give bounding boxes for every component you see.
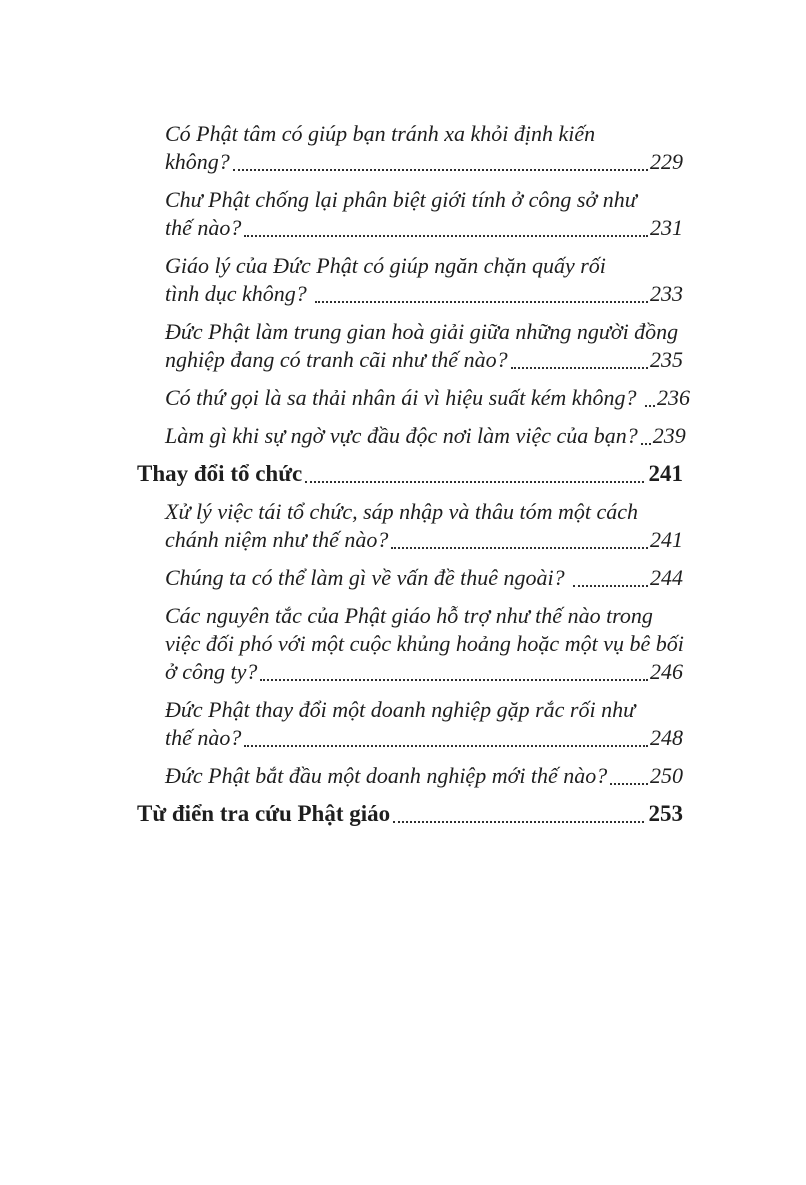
dot-leader: [610, 783, 648, 785]
toc-entry-wrapped-lines: [165, 120, 683, 148]
dot-leader: [391, 547, 648, 549]
toc-entry-last-line: [165, 346, 683, 374]
toc-section-heading: [137, 460, 683, 488]
toc-entry-title: Đức Phật bắt đầu một doanh nghiệp mới thế nào?: [165, 763, 608, 788]
toc-entry-title: không?: [165, 149, 230, 174]
dot-leader: [573, 585, 648, 587]
toc-entry-wrapped-lines: [165, 318, 683, 346]
toc-line: Các nguyên tắc của Phật giáo hỗ trợ như thế nào trong: [165, 603, 653, 628]
toc-line: Có Phật tâm có giúp bạn tránh xa khỏi định kiến: [165, 121, 596, 146]
toc-entry-last-line: [165, 658, 683, 686]
table-of-contents: [137, 120, 691, 838]
dot-leader: [315, 301, 648, 303]
toc-line: Chư Phật chống lại phân biệt giới tính ở công sở như: [165, 187, 637, 212]
toc-entry: [165, 498, 683, 554]
toc-section-title: Từ điển tra cứu Phật giáo: [137, 801, 391, 826]
page-number: 250: [650, 763, 683, 788]
dot-leader: [244, 745, 648, 747]
toc-entry-last-line: [165, 762, 683, 790]
dot-leader: [511, 367, 648, 369]
toc-entry: [165, 564, 683, 592]
toc-entry: [165, 696, 683, 752]
toc-entry-wrapped-lines: [165, 602, 683, 658]
toc-entry-last-line: [165, 564, 683, 592]
page-number: 239: [652, 423, 686, 448]
toc-entry-last-line: [165, 422, 686, 450]
toc-entry-title: Chúng ta có thể làm gì về vấn đề thuê ngoài?: [165, 565, 571, 590]
toc-line: Đức Phật thay đổi một doanh nghiệp gặp rắc rối như: [165, 697, 636, 722]
toc-entry-title: chánh niệm như thế nào?: [165, 527, 389, 552]
toc-entry: [165, 186, 683, 242]
page-number: 253: [648, 801, 683, 826]
dot-leader: [305, 481, 643, 483]
toc-entry-wrapped-lines: [165, 498, 683, 526]
toc-entry: [165, 120, 683, 176]
toc-entry-last-line: [165, 724, 683, 752]
toc-entry-last-line: [165, 384, 691, 412]
page-number: 248: [650, 725, 683, 750]
toc-section-last-line: [137, 800, 683, 828]
toc-entry: [165, 252, 683, 308]
page-number: 233: [650, 281, 683, 306]
page-number: 235: [650, 347, 683, 372]
toc-entry-title: ở công ty?: [165, 659, 258, 684]
toc-entry-wrapped-lines: [165, 696, 683, 724]
toc-entry-title: nghiệp đang có tranh cãi như thế nào?: [165, 347, 508, 372]
toc-entry: [165, 318, 683, 374]
toc-line: việc đối phó với một cuộc khủng hoảng hoặc một vụ bê bối: [165, 631, 684, 656]
toc-entry-title: thế nào?: [165, 725, 242, 750]
toc-entry-last-line: [165, 280, 683, 308]
toc-line: Giáo lý của Đức Phật có giúp ngăn chặn quấy rối: [165, 253, 606, 278]
dot-leader: [233, 169, 648, 171]
toc-entry-wrapped-lines: [165, 252, 683, 280]
toc-section-title: Thay đổi tổ chức: [137, 461, 303, 486]
toc-entry: [165, 762, 683, 790]
dot-leader: [645, 405, 655, 407]
dot-leader: [244, 235, 648, 237]
dot-leader: [641, 443, 651, 445]
page-number: 241: [648, 461, 683, 486]
page-number: 231: [650, 215, 683, 240]
page-number: 244: [650, 565, 683, 590]
page-number: 241: [650, 527, 683, 552]
toc-entry-title: Làm gì khi sự ngờ vực đầu độc nơi làm việc của bạn?: [165, 423, 638, 448]
toc-entry-title: Có thứ gọi là sa thải nhân ái vì hiệu suất kém không?: [165, 385, 643, 410]
page-number: 246: [650, 659, 683, 684]
dot-leader: [260, 679, 648, 681]
toc-entry-title: tình dục không?: [165, 281, 313, 306]
toc-entry-title: thế nào?: [165, 215, 242, 240]
toc-entry: [165, 422, 686, 450]
toc-entry-last-line: [165, 526, 683, 554]
page-number: 236: [657, 385, 691, 410]
dot-leader: [393, 821, 643, 823]
toc-entry: [165, 384, 691, 412]
toc-section-last-line: [137, 460, 683, 488]
toc-entry-last-line: [165, 148, 683, 176]
toc-line: Đức Phật làm trung gian hoà giải giữa những người đồng: [165, 319, 679, 344]
toc-entry: [165, 602, 683, 686]
toc-entry-last-line: [165, 214, 683, 242]
toc-line: Xử lý việc tái tổ chức, sáp nhập và thâu tóm một cách: [165, 499, 639, 524]
toc-entry-wrapped-lines: [165, 186, 683, 214]
toc-section-heading: [137, 800, 683, 828]
page-number: 229: [650, 149, 683, 174]
